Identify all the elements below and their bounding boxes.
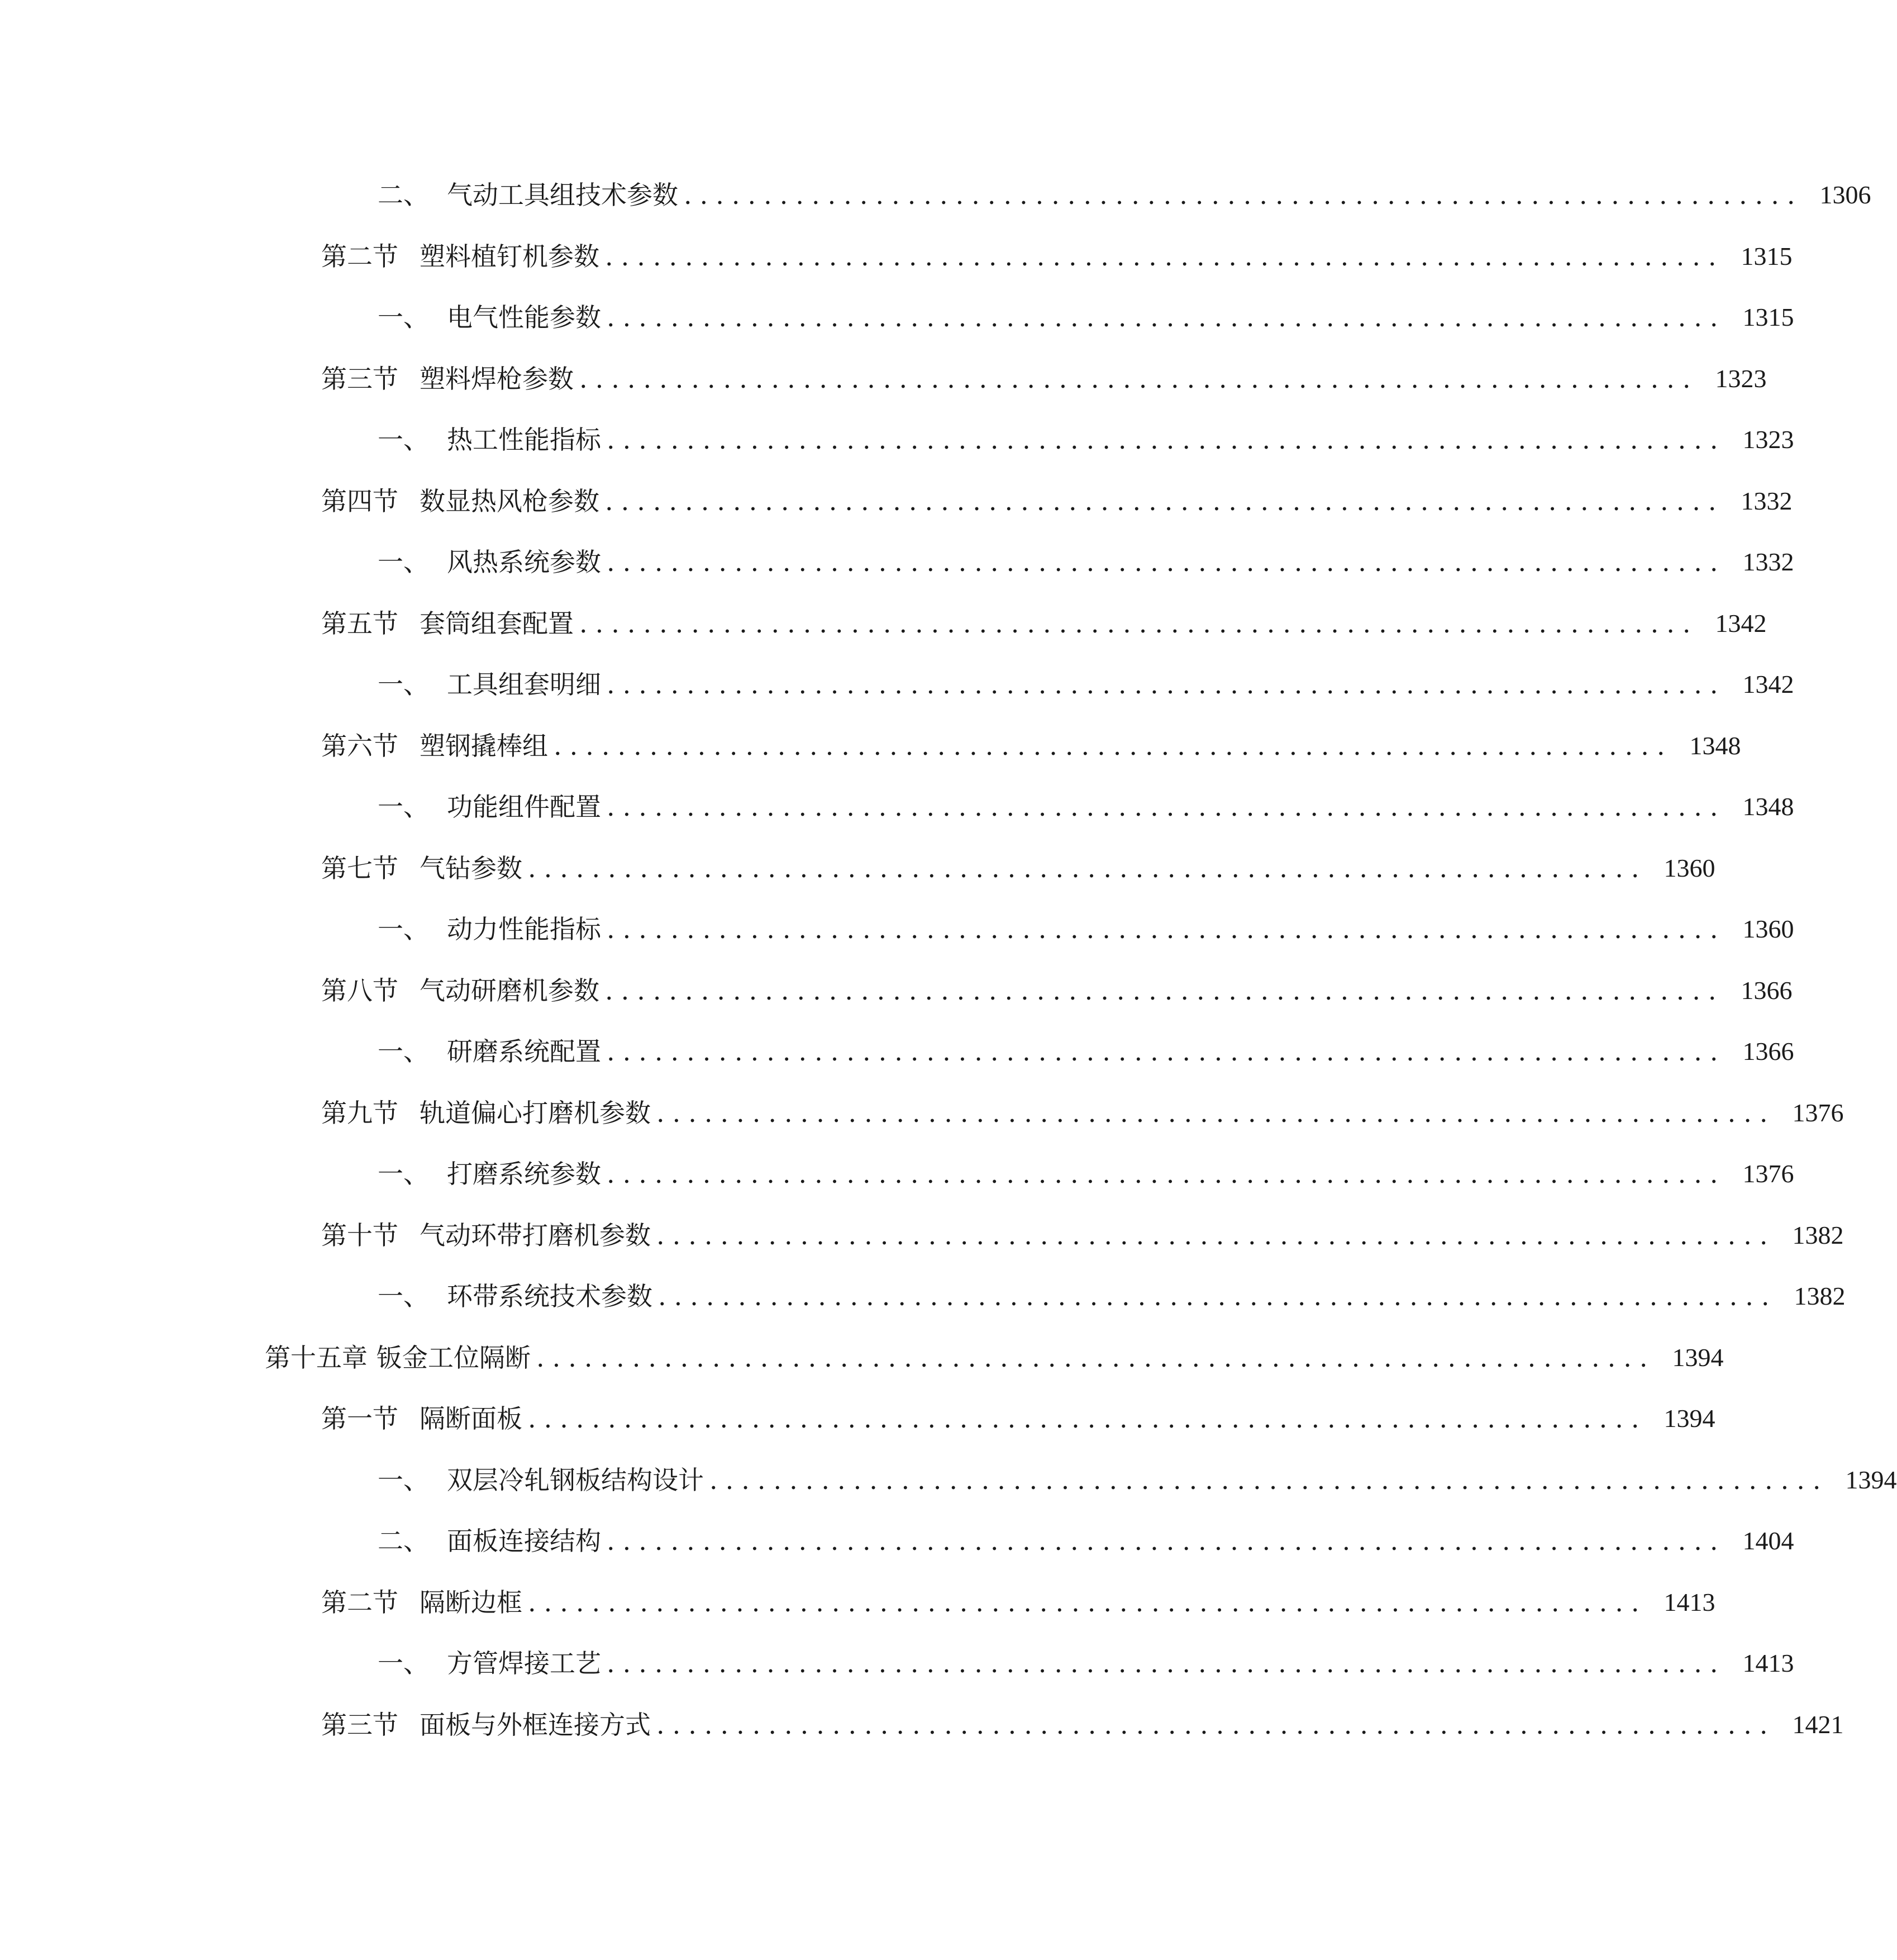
dot-leader: ......................................................................: [579, 364, 1699, 394]
toc-entry-number: 二、: [378, 180, 429, 210]
toc-entry[interactable]: [378, 787, 1794, 826]
toc-entry-page: 1348: [1742, 792, 1794, 821]
toc-entry-page: 1348: [1689, 731, 1741, 760]
toc-entry-title: 动力性能指标: [447, 914, 601, 944]
toc-entry-title: 研磨系统配置: [447, 1036, 601, 1067]
toc-entry-page: 1394: [1845, 1466, 1897, 1494]
toc-entry-page: 1306: [1819, 180, 1871, 209]
toc-entry-page: 1376: [1742, 1159, 1794, 1188]
toc-entry-title: 面板连接结构: [447, 1526, 601, 1556]
dot-leader: ......................................................................: [528, 1587, 1647, 1618]
dot-leader: ......................................................................: [605, 241, 1724, 272]
toc-entry[interactable]: [321, 1216, 1844, 1255]
toc-entry-title: 热工性能指标: [447, 425, 601, 455]
dot-leader: ......................................................................: [607, 302, 1726, 332]
dot-leader: ......................................................................: [656, 1710, 1776, 1740]
toc-entry[interactable]: [321, 849, 1715, 888]
toc-entry-page: 1360: [1742, 915, 1794, 943]
toc-entry-number: 一、: [378, 914, 429, 944]
toc-entry-page: 1323: [1742, 425, 1794, 454]
toc-entry[interactable]: [321, 1093, 1844, 1133]
dot-leader: ......................................................................: [607, 547, 1726, 577]
toc-entry[interactable]: [378, 910, 1794, 949]
toc-entry-number: 第八节: [321, 976, 398, 1006]
toc-entry-title: 气动环带打磨机参数: [420, 1220, 651, 1250]
dot-leader: ......................................................................: [656, 1098, 1776, 1128]
dot-leader: ......................................................................: [607, 914, 1726, 944]
toc-entry-number: 一、: [378, 1465, 429, 1495]
toc-entry[interactable]: [265, 1338, 1724, 1377]
toc-entry-title: 塑料焊枪参数: [420, 364, 574, 394]
toc-entry[interactable]: [378, 1521, 1794, 1561]
dot-leader: ......................................................................: [607, 669, 1726, 700]
toc-entry-title: 钣金工位隔断: [376, 1343, 531, 1373]
toc-entry-number: 一、: [378, 302, 429, 332]
toc-entry-number: 一、: [378, 1036, 429, 1067]
toc-entry-number: 二、: [378, 1526, 429, 1556]
toc-entry-page: 1382: [1794, 1282, 1846, 1310]
toc-entry-number: 第三节: [321, 1710, 398, 1740]
toc-entry[interactable]: [378, 1277, 1846, 1316]
toc-entry[interactable]: [378, 298, 1794, 337]
toc-entry-number: 一、: [378, 669, 429, 700]
toc-entry-title: 塑料植钉机参数: [420, 241, 599, 272]
toc-entry-title: 塑钢撬棒组: [420, 731, 548, 761]
toc-entry-title: 套筒组套配置: [420, 608, 574, 639]
toc-entry-page: 1366: [1741, 976, 1793, 1005]
toc-entry-number: 第二节: [321, 1587, 398, 1618]
toc-entry-number: 一、: [378, 1648, 429, 1678]
toc-entry-title: 气动研磨机参数: [420, 976, 599, 1006]
toc-entry-title: 轨道偏心打磨机参数: [420, 1098, 651, 1128]
toc-entry[interactable]: [321, 1399, 1715, 1438]
toc-entry-page: 1421: [1792, 1710, 1844, 1739]
dot-leader: ......................................................................: [528, 1404, 1647, 1434]
toc-entry-number: 第七节: [321, 853, 398, 883]
toc-entry-page: 1394: [1672, 1343, 1724, 1372]
toc-entry[interactable]: [321, 604, 1767, 643]
toc-entry-page: 1413: [1664, 1588, 1715, 1616]
toc-entry[interactable]: [321, 359, 1767, 398]
toc-entry-page: 1332: [1742, 548, 1794, 576]
toc-entry-number: 一、: [378, 1281, 429, 1311]
toc-entry-title: 气动工具组技术参数: [447, 180, 678, 210]
toc-entry-title: 方管焊接工艺: [447, 1648, 601, 1678]
toc-entry-number: 第三节: [321, 364, 398, 394]
toc-entry[interactable]: [378, 1032, 1794, 1071]
toc-entry-title: 双层冷轧钢板结构设计: [447, 1465, 704, 1495]
toc-entry-number: 第五节: [321, 608, 398, 639]
dot-leader: ......................................................................: [607, 1036, 1726, 1067]
toc-entry-title: 数显热风枪参数: [420, 486, 599, 516]
dot-leader: ......................................................................: [607, 1159, 1726, 1189]
toc-entry-page: 1332: [1741, 487, 1793, 515]
toc-entry-page: 1404: [1742, 1526, 1794, 1555]
toc-entry-number: 一、: [378, 1159, 429, 1189]
toc-entry-page: 1413: [1742, 1649, 1794, 1677]
dot-leader: ......................................................................: [658, 1281, 1777, 1311]
toc-entry-title: 隔断边框: [420, 1587, 522, 1618]
toc-entry-number: 一、: [378, 425, 429, 455]
toc-entry-number: 一、: [378, 547, 429, 577]
dot-leader: ......................................................................: [579, 608, 1699, 639]
dot-leader: ......................................................................: [684, 180, 1803, 210]
toc-entry-number: 第二节: [321, 241, 398, 272]
toc-entry-number: 第十节: [321, 1220, 398, 1250]
toc-entry-page: 1315: [1742, 303, 1794, 331]
dot-leader: ......................................................................: [709, 1465, 1829, 1495]
dot-leader: ......................................................................: [528, 853, 1647, 883]
toc-entry[interactable]: [321, 237, 1793, 276]
dot-leader: ......................................................................: [605, 486, 1724, 516]
dot-leader: ......................................................................: [554, 731, 1673, 761]
toc-entry-page: 1366: [1742, 1037, 1794, 1065]
toc-entry-page: 1342: [1742, 670, 1794, 698]
toc-entry[interactable]: [378, 543, 1794, 582]
dot-leader: ......................................................................: [607, 1648, 1726, 1678]
toc-entry[interactable]: [321, 1583, 1715, 1622]
toc-entry-title: 环带系统技术参数: [447, 1281, 652, 1311]
toc-entry[interactable]: [378, 1644, 1794, 1683]
toc-entry[interactable]: [321, 1705, 1844, 1744]
toc-entry-number: 第六节: [321, 731, 398, 761]
toc-entry-page: 1394: [1664, 1404, 1715, 1433]
dot-leader: ......................................................................: [607, 792, 1726, 822]
toc-entry-page: 1382: [1792, 1221, 1844, 1249]
toc-entry-title: 面板与外框连接方式: [420, 1710, 651, 1740]
dot-leader: ......................................................................: [605, 976, 1724, 1006]
toc-entry-page: 1376: [1792, 1098, 1844, 1127]
toc-entry-number: 一、: [378, 792, 429, 822]
dot-leader: ......................................................................: [607, 1526, 1726, 1556]
toc-entry-page: 1342: [1715, 609, 1767, 638]
toc-entry[interactable]: [321, 482, 1793, 521]
toc-entry-number: 第四节: [321, 486, 398, 516]
dot-leader: ......................................................................: [656, 1220, 1776, 1250]
toc-entry-number: 第一节: [321, 1404, 398, 1434]
toc-entry[interactable]: [378, 420, 1794, 459]
toc-entry[interactable]: [378, 1461, 1897, 1500]
toc-entry[interactable]: [378, 665, 1794, 704]
toc-entry-title: 风热系统参数: [447, 547, 601, 577]
toc-entry[interactable]: [321, 726, 1741, 765]
toc-entry-title: 打磨系统参数: [447, 1159, 601, 1189]
dot-leader: ......................................................................: [607, 425, 1726, 455]
toc-entry-title: 功能组件配置: [447, 792, 601, 822]
dot-leader: ......................................................................: [536, 1343, 1656, 1373]
toc-entry-title: 电气性能参数: [447, 302, 601, 332]
toc-entry-number: 第十五章: [265, 1343, 368, 1373]
toc-entry[interactable]: [378, 175, 1871, 215]
toc-entry-number: 第九节: [321, 1098, 398, 1128]
toc-entry-page: 1323: [1715, 364, 1767, 393]
toc-entry-title: 气钻参数: [420, 853, 522, 883]
toc-entry-page: 1360: [1664, 854, 1715, 882]
toc-entry-title: 隔断面板: [420, 1404, 522, 1434]
toc-entry[interactable]: [321, 971, 1793, 1010]
toc-entry[interactable]: [378, 1154, 1794, 1193]
toc-entry-title: 工具组套明细: [447, 669, 601, 700]
toc-entry-page: 1315: [1741, 242, 1793, 270]
